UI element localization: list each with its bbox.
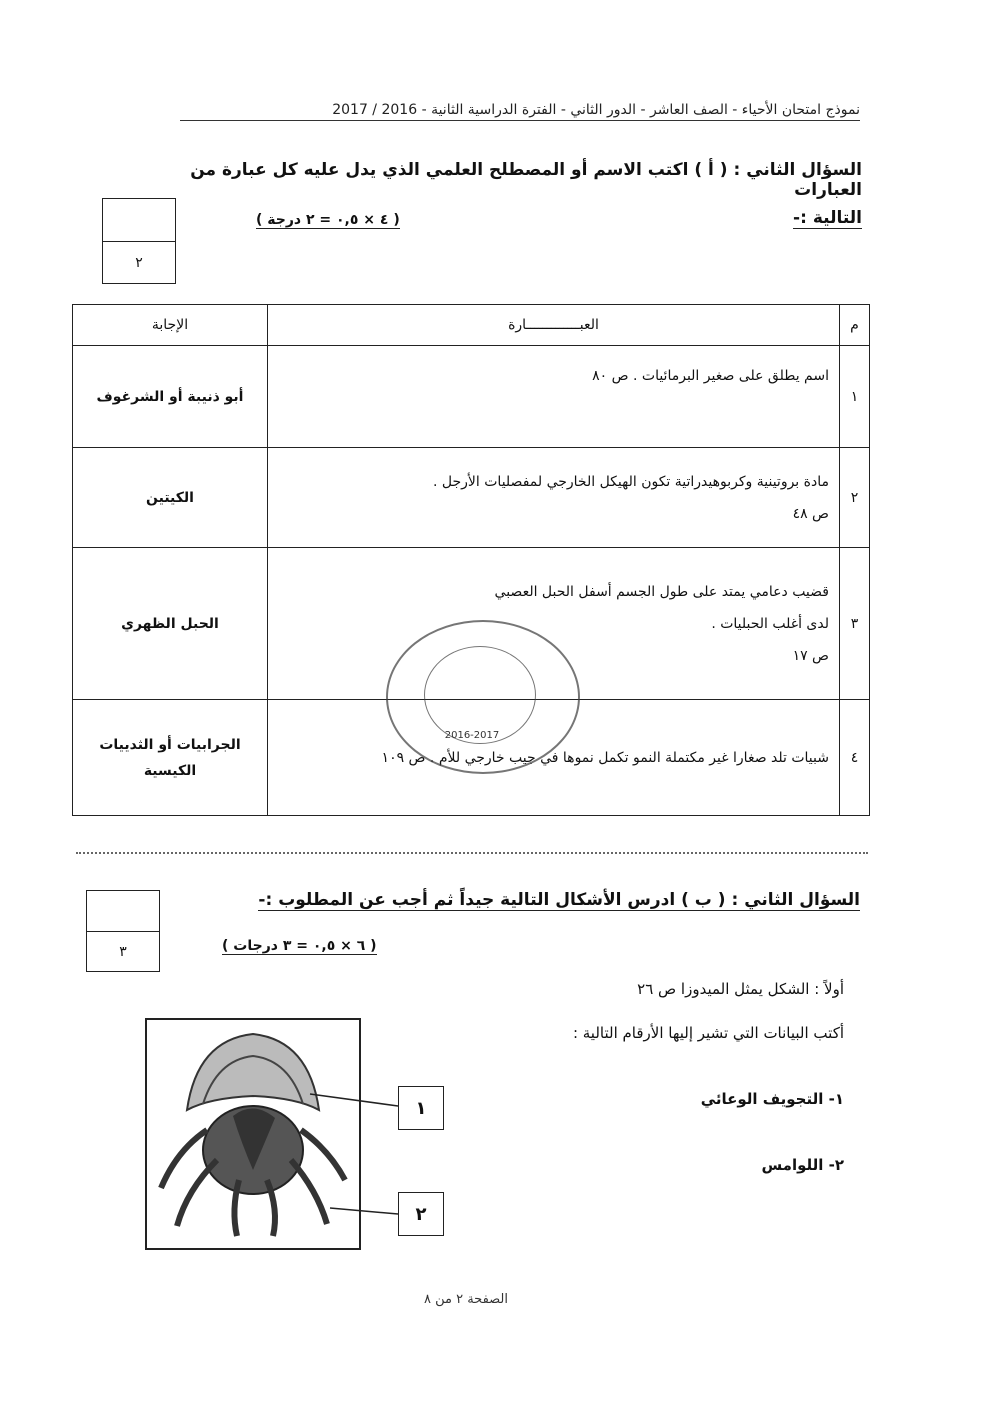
statement-text: اسم يطلق على صغير البرمائيات . ص ٨٠ [592,368,829,384]
row-num: ٣ [840,548,870,700]
part-a-title: السؤال الثاني : ( أ ) اكتب الاسم أو المصطلح العلمي الذي يدل عليه كل عبارة من العبارات [190,160,862,200]
row-num: ٤ [840,700,870,816]
statement-text: مادة بروتينية وكربوهيدراتية تكون الهيكل الخارجي لمفصليات الأرجل . [433,473,829,490]
part-a-marks: ( ٤ × ٠,٥ = ٢ درجة ) [256,212,400,228]
pointer-lines [300,1080,410,1220]
table-row [73,448,870,548]
row-answer: أبو ذنيبة أو الشرغوف [73,346,268,448]
row-num: ١ [840,346,870,448]
row-answer: الكيتين [73,448,268,548]
header-answer: الإجابة [73,305,268,346]
label-answer-1: ١- التجويف الوعائي [700,1090,844,1108]
label-answer-2: ٢- اللوامس [761,1156,844,1174]
statement-text: قضيب دعامي يمتد على طول الجسم أسفل الحبل العصبي لدى أغلب الحبليات . [494,583,829,632]
part-b-title: السؤال الثاني : ( ب ) ادرس الأشكال التالية جيداً ثم أجب عن المطلوب :- [258,890,860,910]
exam-header: نموذج امتحان الأحياء - الصف العاشر - الدور الثاني - الفترة الدراسية الثانية - 2016 / 2017 [180,102,860,121]
part-b-score-box [86,890,160,972]
row-answer: الحبل الظهري [73,548,268,700]
row-statement [268,346,840,448]
part-a-score: ٢ [135,255,143,271]
part-a-title-continued: التالية :- [793,208,862,228]
label-box-2: ٢ [398,1192,444,1236]
row-answer: الجرابيات أو الثدييات الكيسية [73,700,268,816]
page-reference: ص ٤٨ [792,505,829,522]
row-num: ٢ [840,448,870,548]
label-box-1: ١ [398,1086,444,1130]
part-a-score-box [102,198,176,284]
page-footer: الصفحة ٢ من ٨ [423,1292,508,1307]
table-row [73,346,870,448]
row-statement [268,448,840,548]
figure-instruction: أكتب البيانات التي تشير إليها الأرقام التالية : [572,1024,844,1042]
part-b-score: ٣ [119,944,127,960]
stamp-year: 2016-2017 [444,730,500,741]
table-header-row [73,305,870,346]
part-b-marks: ( ٦ × ٠,٥ = ٣ درجات ) [222,938,377,954]
section-divider [76,852,868,854]
header-statement: العبـــــــــــــارة [268,305,840,346]
page-reference: ص ١٧ [792,647,829,664]
header-num: م [840,305,870,346]
figure-caption: أولاً : الشكل يمثل الميدوزا ص ٢٦ [637,980,844,998]
statement-text: شبيات تلد صغارا غير مكتملة النمو تكمل نموها في جيب خارجي للأم . ص ١٠٩ [381,749,829,766]
